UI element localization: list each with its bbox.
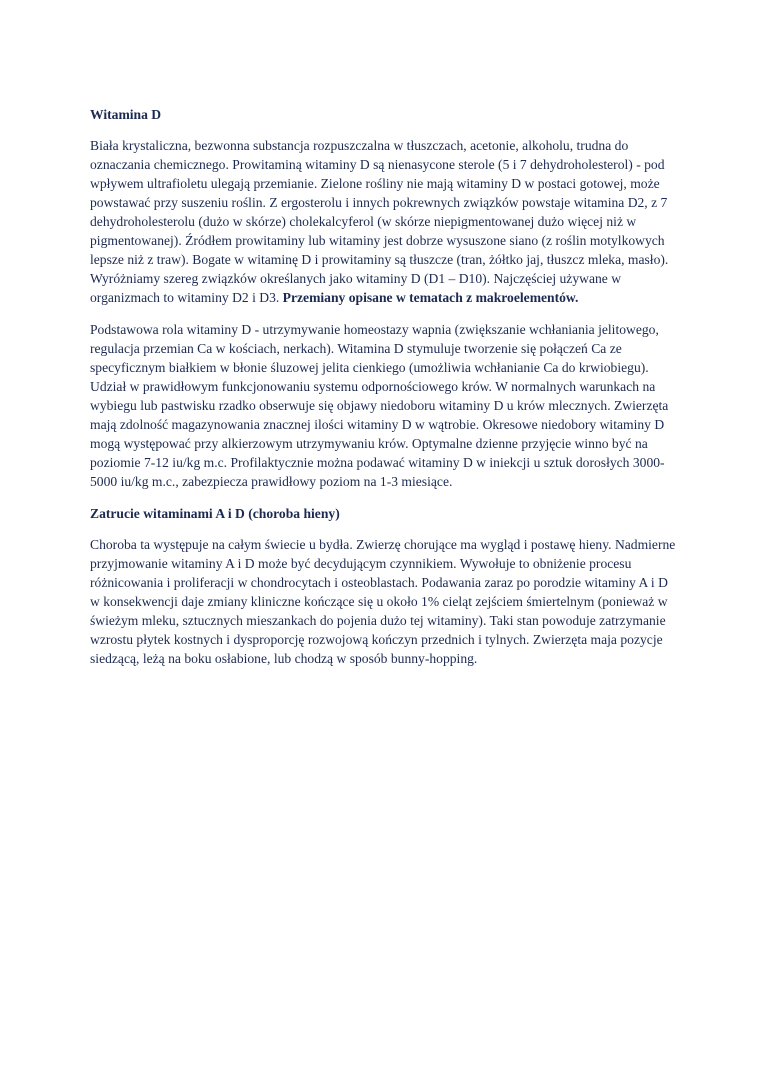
paragraph-description-bold-note: Przemiany opisane w tematach z makroelementów. — [282, 290, 579, 305]
paragraph-role: Podstawowa rola witaminy D - utrzymywanie homeostazy wapnia (zwiększanie wchłaniania jelitowego, regulacja przemian Ca w kościach, nerkach). Witamina D stymuluje tworzenie się połączeń Ca ze specyficznym białkiem w błonie śluzowej jelita cienkiego (umożliwia wchłanianie Ca do krwiobiegu). Udział w prawidłowym funkcjonowaniu systemu odpornościowego krów. W normalnych warunkach na wybiegu lub pastwisku rzadko obserwuje się objawy niedoboru witaminy D u krów mlecznych. Zwierzęta mają zdolność magazynowania znacznej ilości witaminy D w wątrobie. Okresowe niedobory witaminy D mogą występować przy alkierzowym utrzymywaniu krów. Optymalne dzienne przyjęcie winno być na poziomie 7-12 iu/kg m.c. Profilaktycznie można podawać witaminy D w iniekcji u sztuk dorosłych 3000-5000 iu/kg m.c., zabezpiecza prawidłowy poziom na 1-3 miesiące. — [90, 322, 669, 489]
heading-poisoning: Zatrucie witaminami A i D (choroba hieny) — [90, 506, 340, 521]
paragraph-description-text: Biała krystaliczna, bezwonna substancja rozpuszczalna w tłuszczach, acetonie, alkoholu, trudna do oznaczania chemicznego. Prowitaminą witaminy D są nienasycone sterole (5 i 7 dehydroholesterol) - pod wpływem ultrafioletu ulegają przemianie. Zielone rośliny nie mają witaminy D w postaci gotowej, może powstawać przy suszeniu roślin. Z ergosterolu i innych pokrewnych związków powstaje witamina D2, z 7 dehydroholesterolu (dużo w skórze) cholekalcyferol (w skórze niepigmentowanej dużo więcej niż w pigmentowanej). Źródłem prowitaminy lub witaminy jest dobrze wysuszone siano (z roślin motylkowych lepsze niż z traw). Bogate w witaminę D i prowitaminy są tłuszcze (tran, żółtko jaj, tłuszcz mleka, masło). Wyróżniamy szereg związków określanych jako witaminy D (D1 – D10). Najczęściej używane w organizmach to witaminy D2 i D3. — [90, 138, 669, 305]
paragraph-poisoning: Choroba ta występuje na całym świecie u bydła. Zwierzę chorujące ma wygląd i postawę hieny. Nadmierne przyjmowanie witaminy A i D może być decydującym czynnikiem. Wywołuje to obniżenie procesu różnicowania i proliferacji w chondrocytach i osteoblastach. Podawania zaraz po porodzie witaminy A i D w konsekwencji daje zmiany kliniczne kończące się u około 1% cieląt zejściem śmiertelnym (ponieważ w świeżym mleku, sztucznych mieszankach do pojenia dużo tej witaminy). Taki stan powoduje zatrzymanie wzrostu płytek kostnych i dysproporcję rozwojową kończyn przednich i tylnych. Zwierzęta maja pozycje siedzącą, leżą na boku osłabione, lub chodzą w sposób bunny-hopping. — [90, 537, 676, 666]
document-content — [90, 105, 680, 681]
paragraph-description — [90, 136, 680, 307]
heading-vitamin-d: Witamina D — [90, 107, 162, 122]
